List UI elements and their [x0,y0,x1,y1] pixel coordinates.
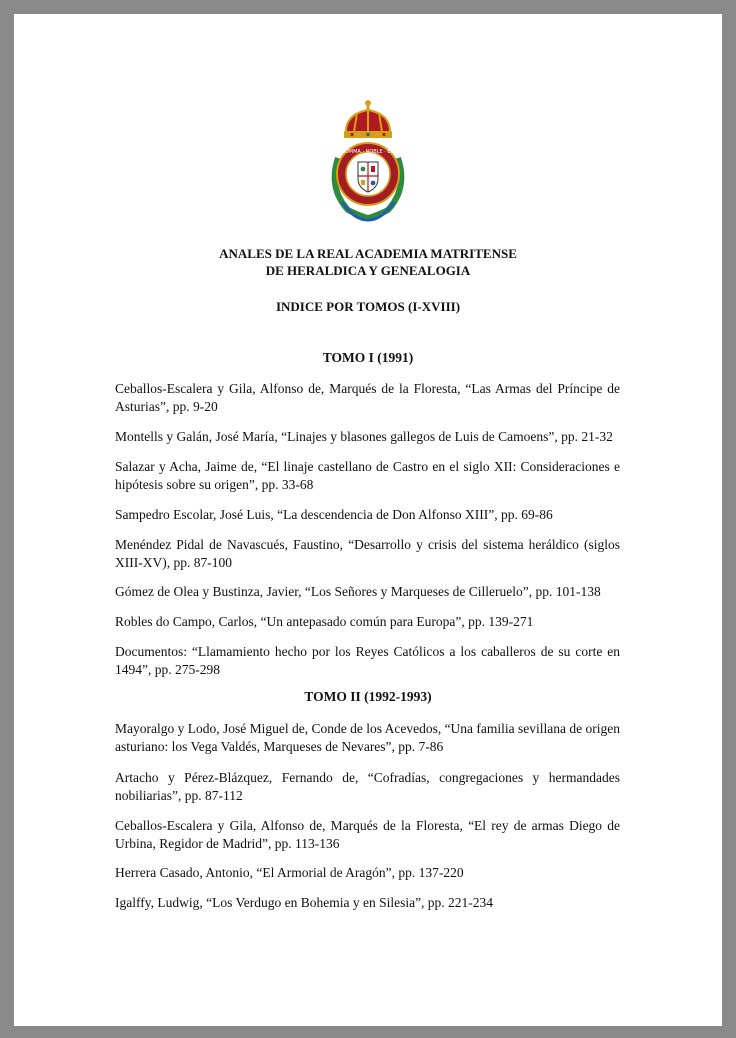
document-page [14,14,722,1026]
index-entry: Sampedro Escolar, José Luis, “La descendencia de Don Alfonso XIII”, pp. 69-86 [115,507,553,522]
index-entry: Montells y Galán, José María, “Linajes y blasones gallegos de Luis de Camoens”, pp. 21-32 [115,429,613,444]
emblem-ribbon-text: ARTE · SUMMA · NOBLE · ERUDITIO [324,149,412,155]
header-title-line-2: DE HERALDICA Y GENEALOGIA [265,263,471,278]
header-title-line-1: ANALES DE LA REAL ACADEMIA MATRITENSE [219,246,517,261]
crown-icon [344,100,392,138]
index-entry: Robles do Campo, Carlos, “Un antepasado común para Europa”, pp. 139-271 [115,614,534,629]
tomo-heading: TOMO II (1992-1993) [304,689,432,704]
index-entry: Menéndez Pidal de Navascués, Faustino, “Desarrollo y crisis del sistema heráldico (siglos XIII-XV), pp. 87-100 [115,537,620,570]
academy-emblem [324,98,412,226]
tomo-heading: TOMO I (1991) [322,350,414,365]
index-title: INDICE POR TOMOS (I-XVIII) [275,299,461,314]
index-entry: Mayoralgo y Lodo, José Miguel de, Conde de los Acevedos, “Una familia sevillana de origen asturiano: los Vega Valdés, Marqueses de Nevares”, pp. 7-86 [115,721,620,754]
index-entry: Documentos: “Llamamiento hecho por los Reyes Católicos a los caballeros de su corte en 1494”, pp. 275-298 [115,644,620,677]
index-entry: Ceballos-Escalera y Gila, Alfonso de, Marqués de la Floresta, “Las Armas del Príncipe de Asturias”, pp. 9-20 [115,381,620,414]
index-entry: Herrera Casado, Antonio, “El Armorial de Aragón”, pp. 137-220 [115,865,464,880]
index-entry: Igalffy, Ludwig, “Los Verdugo en Bohemia y en Silesia”, pp. 221-234 [115,895,494,910]
index-entry: Salazar y Acha, Jaime de, “El linaje castellano de Castro en el siglo XII: Consideraciones e hipótesis sobre su origen”, pp. 33-68 [115,459,620,492]
index-entry: Artacho y Pérez-Blázquez, Fernando de, “Cofradías, congregaciones y hermandades nobiliarias”, pp. 87-112 [115,770,620,803]
index-entry: Gómez de Olea y Bustinza, Javier, “Los Señores y Marqueses de Cilleruelo”, pp. 101-138 [115,584,601,599]
shield-icon [358,162,378,192]
index-entry: Ceballos-Escalera y Gila, Alfonso de, Marqués de la Floresta, “El rey de armas Diego de Urbina, Regidor de Madrid”, pp. 113-136 [115,818,620,851]
